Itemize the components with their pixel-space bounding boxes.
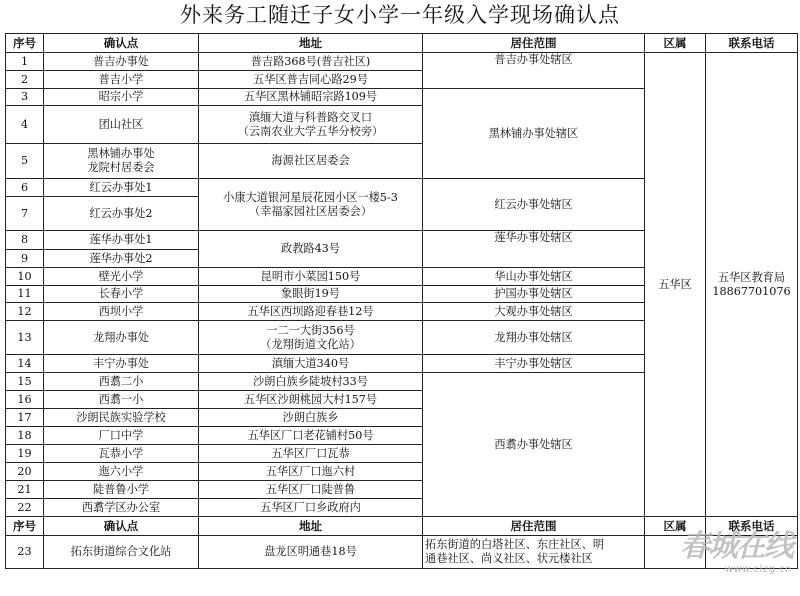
header-point: 确认点 bbox=[44, 517, 199, 536]
cell-seq: 16 bbox=[6, 391, 44, 409]
cell-point: 西坝小学 bbox=[44, 303, 199, 321]
cell-address: 五华区普吉同心路29号 bbox=[199, 71, 423, 89]
cell-point: 沙朗民族实验学校 bbox=[44, 409, 199, 427]
cell-point: 瓦恭小学 bbox=[44, 445, 199, 463]
cell-point: 壁光小学 bbox=[44, 268, 199, 286]
cell-address: 普吉路368号(普吉社区) bbox=[199, 53, 423, 71]
header-contact: 联系电话 bbox=[706, 517, 798, 536]
cell-address: 沙朗白族乡陡坡村33号 bbox=[199, 373, 423, 391]
cell-address: 象眼街19号 bbox=[199, 286, 423, 303]
cell-point: 丰宁办事处 bbox=[44, 355, 199, 373]
watermark-url: www.clzg.cn bbox=[724, 564, 792, 575]
cell-seq: 12 bbox=[6, 303, 44, 321]
header-seq: 序号 bbox=[6, 517, 44, 536]
cell-seq: 22 bbox=[6, 499, 44, 517]
cell-address: 政教路43号 bbox=[199, 231, 423, 268]
cell-address: 滇缅大道与科普路交叉口 （云南农业大学五华分校旁） bbox=[199, 106, 423, 144]
cell-point: 厂口中学 bbox=[44, 427, 199, 445]
table-row bbox=[6, 536, 798, 569]
watermark-logo: 春城在线 bbox=[680, 529, 792, 564]
confirmation-table bbox=[5, 33, 798, 569]
cell-address: 沙朗白族乡 bbox=[199, 409, 423, 427]
cell-address: 昆明市小菜园150号 bbox=[199, 268, 423, 286]
cell-point: 普吉办事处 bbox=[44, 53, 199, 71]
cell-point: 长春小学 bbox=[44, 286, 199, 303]
header-point: 确认点 bbox=[44, 34, 199, 53]
cell-point: 莲华办事处2 bbox=[44, 250, 199, 268]
header-district: 区属 bbox=[645, 34, 706, 53]
cell-point: 团山社区 bbox=[44, 106, 199, 144]
header-address: 地址 bbox=[199, 34, 423, 53]
header-contact: 联系电话 bbox=[706, 34, 798, 53]
cell-seq: 6 bbox=[6, 179, 44, 197]
cell-range: 普吉办事处辖区 bbox=[423, 53, 645, 89]
cell-point: 迤六小学 bbox=[44, 463, 199, 481]
cell-point: 拓东街道综合文化站 bbox=[44, 536, 199, 569]
table-header-row-2 bbox=[6, 517, 798, 536]
cell-seq: 1 bbox=[6, 53, 44, 71]
cell-seq: 20 bbox=[6, 463, 44, 481]
cell-address: 五华区厂口乡政府内 bbox=[199, 499, 423, 517]
header-seq: 序号 bbox=[6, 34, 44, 53]
cell-range: 龙翔办事处辖区 bbox=[423, 321, 645, 355]
cell-seq: 17 bbox=[6, 409, 44, 427]
cell-address: 滇缅大道340号 bbox=[199, 355, 423, 373]
cell-address: 一二一大街356号 （龙翔街道文化站） bbox=[199, 321, 423, 355]
cell-range: 黑林铺办事处辖区 bbox=[423, 89, 645, 179]
cell-address: 五华区厂口老花铺村50号 bbox=[199, 427, 423, 445]
cell-seq: 3 bbox=[6, 89, 44, 106]
cell-seq: 13 bbox=[6, 321, 44, 355]
cell-address: 小康大道银河星辰花园小区一楼5-3 （幸福家园社区居委会） bbox=[199, 179, 423, 231]
cell-address: 五华区厂口迤六村 bbox=[199, 463, 423, 481]
cell-seq: 19 bbox=[6, 445, 44, 463]
cell-contact: 五华区教育局 18867701076 bbox=[706, 53, 798, 517]
cell-range: 莲华办事处辖区 bbox=[423, 231, 645, 268]
cell-address: 五华区厂口陡普鲁 bbox=[199, 481, 423, 499]
header-range: 居住范围 bbox=[423, 34, 645, 53]
cell-point: 红云办事处1 bbox=[44, 179, 199, 197]
cell-seq: 23 bbox=[6, 536, 44, 569]
cell-range: 大观办事处辖区 bbox=[423, 303, 645, 321]
cell-seq: 9 bbox=[6, 250, 44, 268]
cell-point: 西翥一小 bbox=[44, 391, 199, 409]
cell-point: 陡普鲁小学 bbox=[44, 481, 199, 499]
cell-range: 护国办事处辖区 bbox=[423, 286, 645, 303]
cell-range: 丰宁办事处辖区 bbox=[423, 355, 645, 373]
cell-point: 红云办事处2 bbox=[44, 197, 199, 231]
cell-seq: 4 bbox=[6, 106, 44, 144]
cell-point: 西翥二小 bbox=[44, 373, 199, 391]
cell-point: 普吉小学 bbox=[44, 71, 199, 89]
cell-contact bbox=[706, 536, 798, 569]
cell-seq: 21 bbox=[6, 481, 44, 499]
table-header-row bbox=[6, 34, 798, 53]
cell-address: 五华区黑林铺昭宗路109号 bbox=[199, 89, 423, 106]
cell-seq: 14 bbox=[6, 355, 44, 373]
cell-range: 西翥办事处辖区 bbox=[423, 373, 645, 517]
cell-seq: 8 bbox=[6, 231, 44, 250]
cell-seq: 7 bbox=[6, 197, 44, 231]
header-address: 地址 bbox=[199, 517, 423, 536]
cell-point: 黑林铺办事处 龙院村居委会 bbox=[44, 144, 199, 179]
cell-seq: 18 bbox=[6, 427, 44, 445]
cell-point: 昭宗小学 bbox=[44, 89, 199, 106]
cell-seq: 5 bbox=[6, 144, 44, 179]
cell-address: 五华区厂口瓦恭 bbox=[199, 445, 423, 463]
header-range: 居住范围 bbox=[423, 517, 645, 536]
cell-district: 五华区 bbox=[645, 53, 706, 517]
cell-range: 红云办事处辖区 bbox=[423, 179, 645, 231]
cell-seq: 2 bbox=[6, 71, 44, 89]
cell-seq: 15 bbox=[6, 373, 44, 391]
cell-range: 拓东街道的白塔社区、东庄社区、明 通巷社区、尚义社区、状元楼社区 bbox=[423, 536, 645, 569]
cell-address: 五华区沙朗桃园大村157号 bbox=[199, 391, 423, 409]
cell-address: 盘龙区明通巷18号 bbox=[199, 536, 423, 569]
cell-range: 华山办事处辖区 bbox=[423, 268, 645, 286]
page-title: 外来务工随迁子女小学一年级入学现场确认点 bbox=[180, 3, 620, 27]
cell-district bbox=[645, 536, 706, 569]
cell-address: 海源社区居委会 bbox=[199, 144, 423, 179]
header-district: 区属 bbox=[645, 517, 706, 536]
cell-point: 西翥学区办公室 bbox=[44, 499, 199, 517]
cell-seq: 11 bbox=[6, 286, 44, 303]
table-row bbox=[6, 53, 798, 71]
cell-address: 五华区西坝路迎春巷12号 bbox=[199, 303, 423, 321]
cell-seq: 10 bbox=[6, 268, 44, 286]
cell-point: 莲华办事处1 bbox=[44, 231, 199, 250]
cell-point: 龙翔办事处 bbox=[44, 321, 199, 355]
